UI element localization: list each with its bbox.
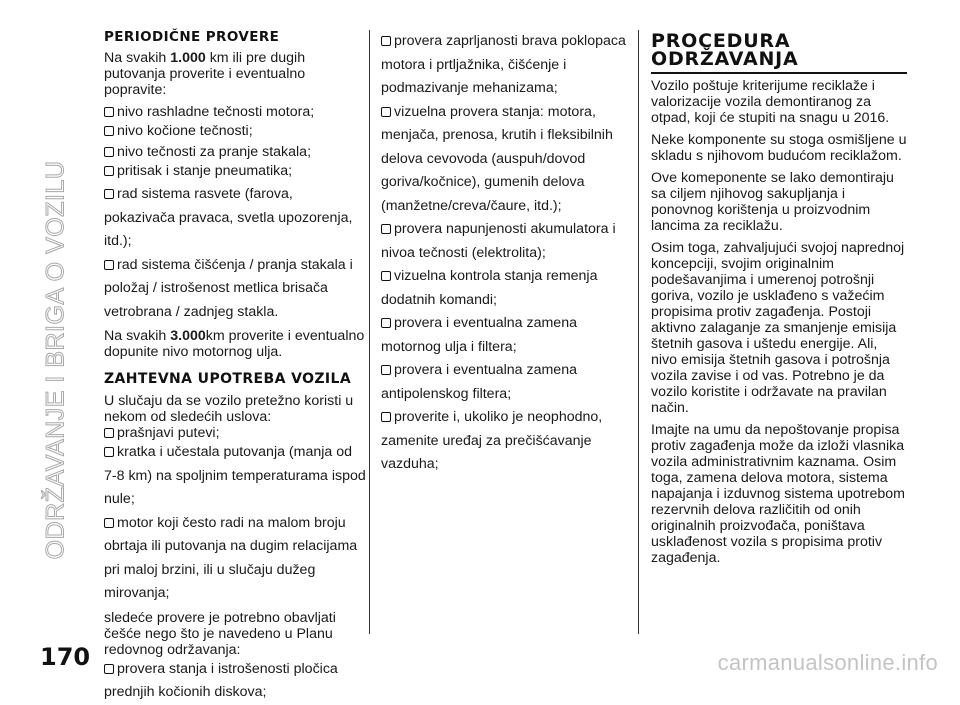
bullet-icon: [104, 166, 114, 176]
list-item: provera stanja i istrošenosti pločica prednjih kočionih diskova;: [104, 660, 338, 700]
column-divider: [638, 30, 639, 634]
body-paragraph: Vozilo poštuje kriterijume reciklaže i valorizacije vozila demontiranog za otpad, koji će stupiti na snagu u 2016.: [651, 78, 890, 126]
bullet-icon: [381, 107, 391, 117]
bullet-icon: [104, 126, 114, 136]
frequency-paragraph: sledeće provere je potrebno obavljati češće nego što je navedeno u Planu redovnog održavanja:: [104, 609, 336, 658]
bullet-icon: [381, 271, 391, 281]
bullet-icon: [381, 224, 391, 234]
column-divider: [369, 30, 370, 634]
list-item: pritisak i stanje pneumatika;: [104, 160, 366, 184]
bullet-icon: [104, 147, 114, 157]
heading-demanding-use: ZAHTEVNA UPOTREBA VOZILA: [104, 371, 352, 387]
heading-periodic-checks: PERIODIČNE PROVERE: [104, 29, 280, 45]
heading-maintenance-procedure: PROCEDURA ODRŽAVANJA: [651, 32, 907, 74]
bullet-icon: [104, 664, 114, 674]
list-item: provera i eventualna zamena antipolenskog filtera;: [381, 362, 577, 402]
bullet-icon: [381, 36, 391, 46]
body-paragraph: Osim toga, zahvaljujući svojoj naprednoj koncepciji, svojim originalnim podešavanjima i umerenoj potrošnji goriva, vozilo je usklađeno s važećim propisima protiv zagađenja. Postoji aktivno zalaganje za smanjenje emisija štetnih gasova i uštedu energije. Ali, nivo emisija štetnih gasova i potrošnja vozila zavise i od vas. Potrebno je da vozilo koristite i održavate na pravilan način.: [651, 240, 905, 416]
list-item: proverite i, ukoliko je neophodno, zamenite uređaj za prečišćavanje vazduha;: [381, 409, 603, 472]
column-2: [381, 30, 631, 477]
bullet-icon: [104, 107, 114, 117]
list-item: nivo kočione tečnosti;: [104, 120, 366, 144]
body-paragraph: Ove komeponente se lako demontiraju sa ciljem njihovog sakupljanja i ponovnog korištenja u proizvodnim lancima za reciklažu.: [651, 170, 894, 234]
bullet-icon: [104, 260, 114, 270]
page-number: 170: [40, 643, 91, 671]
bullet-icon: [381, 412, 391, 422]
bullet-icon: [104, 447, 114, 457]
list-item: rad sistema čišćenja / pranja stakala i položaj / istrošenost metlica brisača vetrobrana / zadnjeg stakla.: [104, 256, 353, 320]
intro-paragraph: Na svakih 1.000 km ili pre dugih putovanja proverite i eventualno popravite:: [104, 50, 306, 98]
bullet-icon: [104, 189, 114, 199]
list-item: nivo rashladne tečnosti motora;: [104, 104, 366, 120]
list-item: nivo tečnosti za pranje stakala;: [104, 144, 366, 160]
list-item: kratka i učestala putovanja (manja od 7-8 km) na spoljnim temperaturama ispod nule;: [104, 444, 366, 507]
body-paragraph: Imajte na umu da nepoštovanje propisa protiv zagađenja može da izloži vlasnika vozila administrativnim kaznama. Osim toga, zamena delova motora, sistema napajanja i izduvnog sistema upotrebom rezervnih delova različitih od onih originalnih proizvođača, poništava usklađenost vozila s propisima protiv zagađenja.: [651, 422, 905, 566]
bullet-icon: [104, 428, 114, 438]
bullet-icon: [381, 318, 391, 328]
column-1: [104, 30, 366, 705]
oil-check-paragraph: Na svakih 3.000km proverite i eventualno dopunite nivo motornog ulja.: [104, 328, 365, 360]
list-item: provera napunjenosti akumulatora i nivoa tečnosti (elektrolita);: [381, 221, 616, 261]
list-item: rad sistema rasvete (farova, pokazivača pravaca, svetla upozorenja, itd.);: [104, 186, 353, 249]
column-3: [651, 30, 907, 572]
section-side-title: ODRŽAVANJE I BRIGA O VOZILU: [41, 160, 70, 560]
list-item: motor koji često radi na malom broju obrtaja ili putovanja na dugim relacijama pri maloj brzini, ili u slučaju dužeg mirovanja;: [104, 514, 358, 601]
bullet-icon: [381, 365, 391, 375]
list-item: prašnjavi putevi;: [104, 425, 366, 441]
list-item: provera zaprljanosti brava poklopaca motora i prtljažnika, čišćenje i podmazivanje mehanizama;: [381, 33, 626, 96]
list-item: vizuelna kontrola stanja remenja dodatnih komandi;: [381, 268, 598, 308]
list-item: vizuelna provera stanja: motora, menjača, prenosa, krutih i fleksibilnih delova cevovoda (auspuh/dovod goriva/kočnice), gumenih delova (manžetne/creva/čaure, itd.);: [381, 103, 613, 214]
conditions-list: [104, 425, 366, 606]
conditions-paragraph: U slučaju da se vozilo pretežno koristi u nekom od sledećih uslova:: [104, 393, 354, 425]
list-item: provera i eventualna zamena motornog ulja i filtera;: [381, 315, 577, 355]
check-list: [104, 104, 366, 324]
body-paragraph: Neke komponente su stoga osmišljene u skladu s njihovom budućom reciklažom.: [651, 132, 907, 164]
watermark: carmanualsonline.info: [717, 650, 938, 675]
bullet-icon: [104, 518, 114, 528]
